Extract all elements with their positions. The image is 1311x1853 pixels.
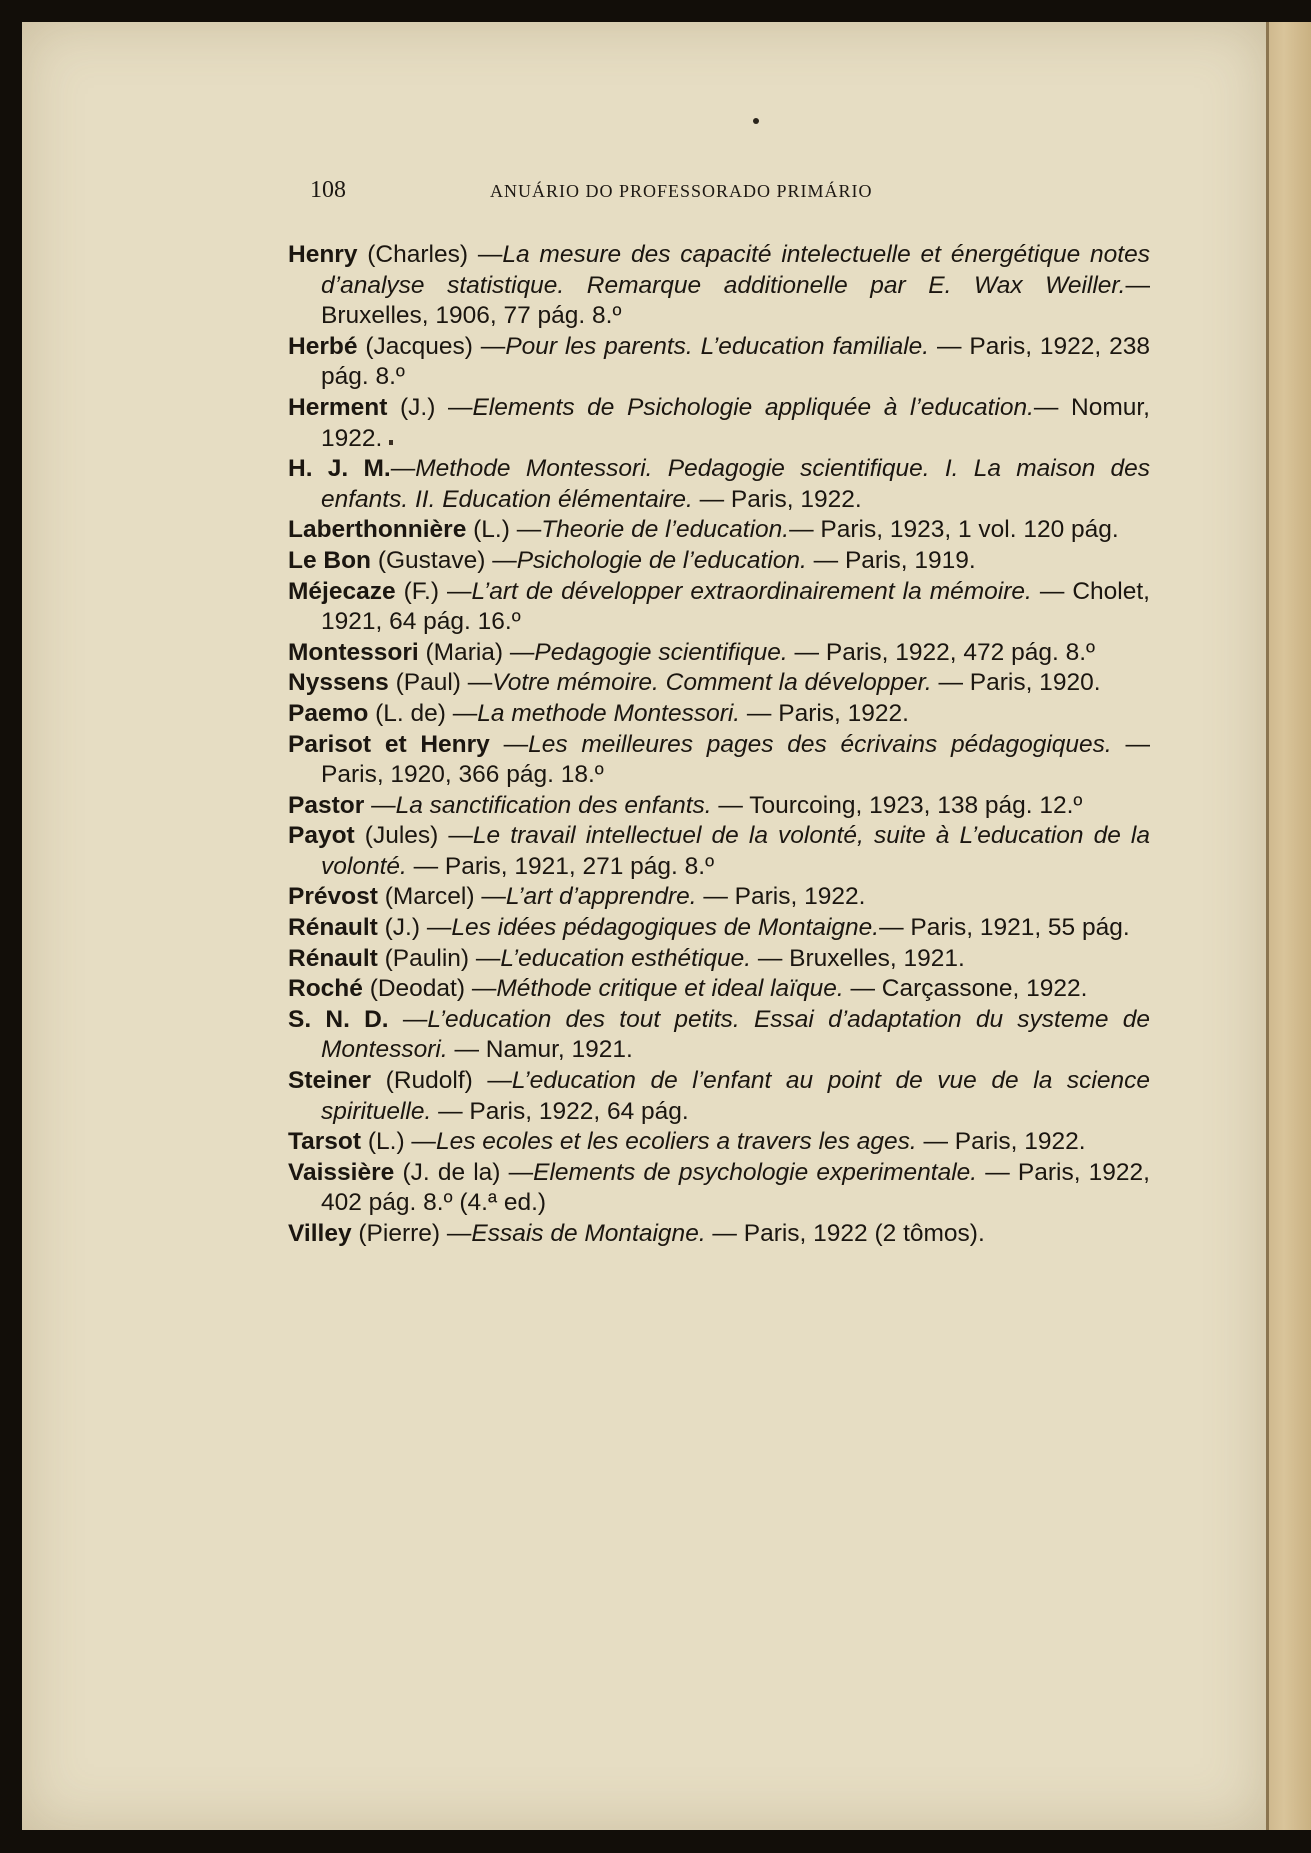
bibliography-entry <box>288 1219 1150 1250</box>
entry-qualifier: (Jacques) — <box>357 332 506 360</box>
entry-qualifier: (J.) — <box>387 393 473 421</box>
entry-qualifier: (Jules) — <box>354 822 473 850</box>
bibliography-entry <box>288 546 1150 577</box>
bibliography-entry <box>288 821 1150 882</box>
entry-qualifier: — <box>388 1005 428 1033</box>
entry-title: Pour les parents. L’education familiale. <box>505 332 930 360</box>
entry-title: La methode Montessori. <box>477 699 741 727</box>
entry-qualifier: (L.) — <box>466 516 542 544</box>
entry-author: Prévost <box>288 883 378 911</box>
page-header <box>310 177 1050 211</box>
entry-author: Rénault <box>288 914 378 942</box>
entry-title: L’education des tout petits. Essai d’adaptation du systeme de Montessori. <box>321 1005 1151 1064</box>
entry-author: Herbé <box>288 332 358 360</box>
entry-imprint: — Paris, 1923, 1 vol. 120 pág. <box>789 516 1119 544</box>
entry-title: Les idées pédagogiques de Montaigne. <box>451 914 880 942</box>
entry-qualifier: (Paulin) — <box>377 944 501 972</box>
entry-author: Steiner <box>288 1067 372 1095</box>
bibliography-list <box>288 240 1150 1250</box>
entry-imprint: — Paris, 1921, 55 pág. <box>879 914 1130 942</box>
entry-qualifier: (Maria) — <box>418 638 535 666</box>
entry-title: L’education de l’enfant au point de vue de la science spirituelle. <box>321 1067 1150 1125</box>
entry-qualifier: — <box>390 455 416 483</box>
entry-title: Les ecoles et les ecoliers a travers les ages. <box>435 1128 917 1156</box>
entry-imprint: — Paris, 1922, 64 pág. <box>431 1097 689 1125</box>
entry-qualifier: (Deodat) — <box>362 975 497 1003</box>
entry-author: Henry <box>288 241 358 268</box>
entry-qualifier: (L. de) — <box>368 699 478 727</box>
entry-title: L’art d’apprendre. <box>505 883 697 911</box>
bibliography-entry <box>288 1005 1150 1066</box>
bibliography-entry <box>288 913 1150 944</box>
bibliography-entry <box>288 944 1150 975</box>
bibliography-entry <box>288 454 1150 515</box>
bibliography-entry <box>288 240 1150 332</box>
entry-imprint: — Bruxelles, 1921. <box>751 944 965 972</box>
entry-qualifier: (Rudolf) — <box>371 1067 512 1095</box>
entry-qualifier: (J.) — <box>377 914 452 942</box>
entry-qualifier: (F.) — <box>395 577 472 605</box>
entry-qualifier: (Gustave) — <box>371 546 517 574</box>
bibliography-entry <box>288 1127 1150 1158</box>
entry-title: Methode Montessori. Pedagogie scientifique. I. La maison des enfants. II. Education élémentaire. <box>321 455 1150 513</box>
entry-imprint: — Paris, 1922 (2 tômos). <box>705 1220 985 1247</box>
bibliography-entry <box>288 515 1150 546</box>
entry-title: Psichologie de l’education. <box>516 546 807 574</box>
entry-title: Essais de Montaigne. <box>471 1220 706 1247</box>
entry-imprint: — Paris, 1920, 366 pág. 18.º <box>321 730 1150 789</box>
bibliography-entry <box>288 332 1150 393</box>
entry-author: Paemo <box>288 699 369 727</box>
entry-author: Laberthonnière <box>288 516 467 544</box>
entry-imprint: — Paris, 1922, 402 pág. 8.º (4.ª ed.) <box>321 1158 1150 1217</box>
entry-author: Vaissière <box>288 1158 395 1186</box>
bibliography-entry <box>288 730 1150 791</box>
entry-imprint: — Nomur, 1922. <box>321 393 1150 452</box>
entry-author: H. J. M. <box>288 455 391 483</box>
bibliography-entry <box>288 638 1150 669</box>
bibliography-entry <box>288 882 1150 913</box>
bibliography-entry <box>288 393 1150 454</box>
entry-title: Le travail intellectuel de la volonté, suite à L’education de la volonté. <box>321 822 1150 880</box>
bibliography-entry <box>288 699 1150 730</box>
entry-imprint: — Paris, 1920. <box>931 669 1101 697</box>
entry-author: Herment <box>288 393 388 421</box>
entry-author: Le Bon <box>288 546 372 574</box>
entry-imprint: — Bruxelles, 1906, 77 pág. 8.º <box>321 271 1150 330</box>
entry-qualifier: (L.) — <box>361 1128 436 1156</box>
bibliography-entry <box>288 974 1150 1005</box>
entry-imprint: — Namur, 1921. <box>447 1036 633 1064</box>
entry-title: Theorie de l’education. <box>541 516 790 544</box>
entry-author: Montessori <box>288 638 419 666</box>
entry-imprint: — Paris, 1921, 271 pág. 8.º <box>406 852 715 880</box>
entry-imprint: — Paris, 1922. <box>696 883 866 911</box>
running-title: ANUÁRIO DO PROFESSORADO PRIMÁRIO <box>490 181 873 201</box>
entry-title: Pedagogie scientifique. <box>534 638 788 666</box>
entry-imprint: — Cholet, 1921, 64 pág. 16.º <box>321 577 1150 636</box>
next-page-edge <box>1266 22 1311 1830</box>
entry-imprint: — Carçassone, 1922. <box>843 975 1088 1003</box>
entry-qualifier: (Paul) — <box>388 669 493 697</box>
entry-imprint: — Paris, 1922, 238 pág. 8.º <box>321 332 1151 391</box>
entry-title: Elements de Psichologie appliquée à l’education. <box>472 393 1034 421</box>
entry-imprint: — Paris, 1922. <box>692 485 862 513</box>
bibliography-entry <box>288 577 1150 638</box>
print-speck <box>753 118 759 124</box>
entry-author: Nyssens <box>288 669 389 697</box>
entry-author: Payot <box>288 822 355 850</box>
entry-imprint: — Paris, 1922. <box>740 699 909 727</box>
entry-title: L’education esthétique. <box>500 944 752 972</box>
entry-author: Rénault <box>288 944 378 972</box>
entry-qualifier: (J. de la) — <box>394 1158 534 1186</box>
entry-title: La sanctification des enfants. <box>395 791 712 819</box>
entry-qualifier: — <box>364 791 396 819</box>
entry-qualifier: — <box>489 730 529 758</box>
entry-qualifier: (Charles) — <box>357 241 503 268</box>
page-number: 108 <box>310 177 346 203</box>
entry-author: Parisot et Henry <box>288 730 490 758</box>
entry-title: Méthode critique et ideal laïque. <box>496 975 844 1003</box>
entry-imprint: — Paris, 1922. <box>916 1128 1086 1156</box>
entry-qualifier: (Marcel) — <box>377 883 506 911</box>
entry-title: Elements de psychologie experimentale. <box>533 1158 978 1186</box>
bibliography-entry <box>288 791 1150 822</box>
entry-title: Votre mémoire. Comment la développer. <box>492 669 932 697</box>
entry-author: Méjecaze <box>288 577 396 605</box>
entry-author: S. N. D. <box>288 1005 389 1033</box>
entry-title: La mesure des capacité intelectuelle et énergétique notes d’analyse statistique. Remarque additionelle par E. Wax Weiller. <box>321 241 1150 299</box>
bibliography-entry <box>288 1158 1150 1219</box>
entry-author: Roché <box>288 975 363 1003</box>
entry-author: Villey <box>288 1220 352 1247</box>
entry-author: Pastor <box>288 791 365 819</box>
entry-imprint: — Tourcoing, 1923, 138 pág. 12.º <box>711 791 1083 819</box>
entry-qualifier: (Pierre) — <box>351 1220 472 1247</box>
bibliography-entry <box>288 668 1150 699</box>
entry-title: Les meilleures pages des écrivains pédagogiques. <box>528 730 1112 758</box>
entry-title: L’art de développer extraordinairement la mémoire. <box>471 577 1032 605</box>
entry-author: Tarsot <box>288 1128 362 1156</box>
entry-imprint: — Paris, 1919. <box>806 546 976 574</box>
bibliography-entry <box>288 1066 1150 1127</box>
entry-imprint: — Paris, 1922, 472 pág. 8.º <box>787 638 1095 666</box>
